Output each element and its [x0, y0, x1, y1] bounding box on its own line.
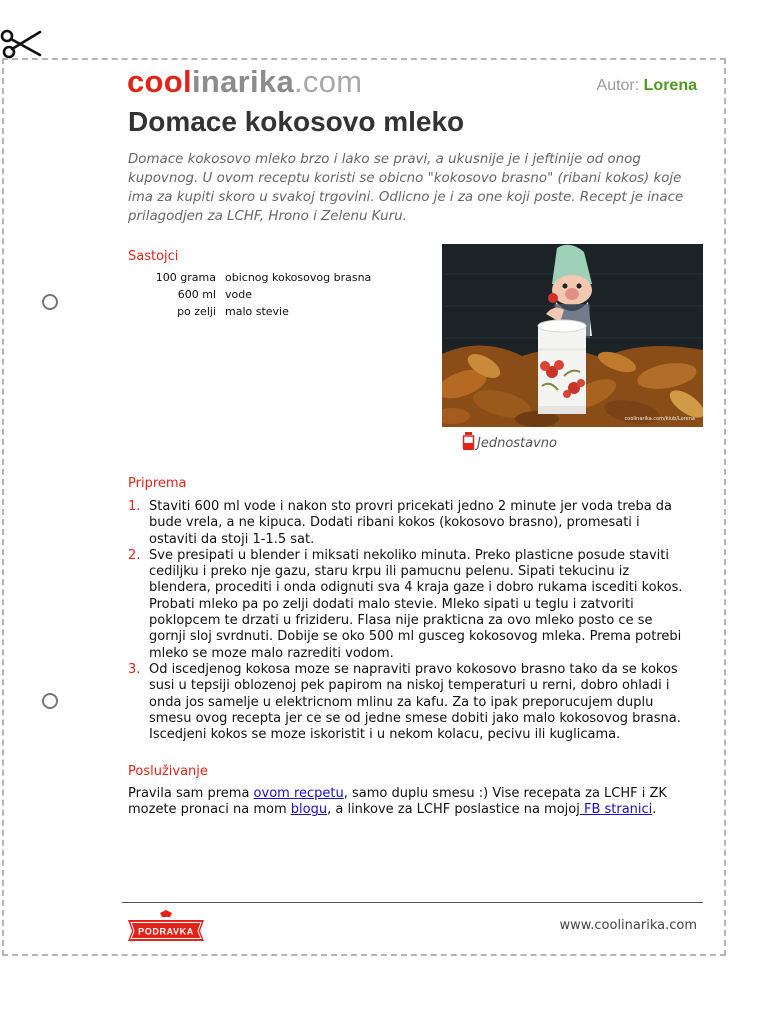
ingredient-row: [128, 305, 371, 322]
ingredient-qty: 100 grama: [155, 271, 216, 284]
ingredient-name: vode: [225, 288, 252, 301]
preparation-heading: Priprema: [128, 476, 187, 491]
difficulty-label: Jednostavno: [477, 436, 557, 451]
serving-text: Pravila sam prema ovom recpetu, samo duplu smesu :) Vise recepata za LCHF i ZK mozete pronaci na mom blogu, a linkove za LCHF poslastice na mojoj FB stranici.: [128, 786, 667, 818]
binder-hole-icon: [42, 693, 58, 709]
coolinarika-logo[interactable]: coolinarika.com: [127, 64, 363, 99]
step-number: 1.: [128, 499, 141, 514]
fb-page-link[interactable]: FB stranici: [579, 802, 653, 818]
svg-text:PODRAVKA: PODRAVKA: [138, 926, 194, 937]
podravka-logo[interactable]: [126, 910, 206, 942]
ingredient-qty: 600 ml: [177, 288, 216, 301]
site-url[interactable]: www.coolinarika.com: [559, 918, 697, 933]
ingredient-qty: po zelji: [177, 305, 216, 318]
ingredients-table: [128, 271, 371, 322]
step-text: Od iscedjenog kokosa moze se napraviti pravo kokosovo brasno tako da se kokos susi u tepsiji oblozenoj pek papirom na niskoj temperaturi u rerni, dobro ohladi i onda jos samelje u elektricnom mlinu za kafu. Za to ipak preporucujem duplu smesu ovog recepta jer ce se od jedne smese dobiti jako malo kokosovog brasna. Iscedjeni kokos se moze iskoristit i u nekom kolacu, pecivu ili kuglicama.: [149, 661, 681, 743]
original-recipe-link[interactable]: ovom recpetu: [253, 786, 344, 801]
step-item: [128, 548, 688, 662]
ingredient-name: malo stevie: [225, 305, 289, 318]
author-name[interactable]: Lorena: [643, 77, 697, 94]
preparation-steps: [128, 499, 688, 743]
blog-link[interactable]: blogu: [290, 802, 328, 818]
step-number: 3.: [128, 661, 141, 677]
photo-credit: coolinarika.com/klub/Lorena: [624, 416, 695, 422]
ingredient-name: obicnog kokosovog brasna: [225, 271, 372, 284]
serving-heading: Posluživanje: [128, 764, 208, 779]
jar-icon: [462, 432, 475, 450]
step-number: 2.: [128, 547, 141, 563]
recipe-photo: [442, 244, 703, 427]
difficulty-badge: [462, 432, 557, 451]
step-text: Staviti 600 ml vode i nakon sto provri pricekati jedno 2 minute jer voda treba da bude vrela, a ne kipuca. Dodati ribani kokos (kokosovo brasno), promesati i ostaviti da stoji 1-1.5 sat.: [149, 499, 673, 547]
recipe-title: Domace kokosovo mleko: [128, 106, 465, 137]
recipe-intro: Domace kokosovo mleko brzo i lako se pravi, a ukusnije je i jeftinije od onog kupovnog. U ovom receptu koristi se obicno "kokosovo brasno" (ribani kokos) koje ima za kupiti skoro u svakoj trgovini. Odlicno je i za one koji poste. Recept je inace prilagodjen za LCHF, Hrono i Zelenu Kuru.: [128, 152, 684, 224]
author-line: [597, 77, 697, 95]
ingredient-row: [128, 288, 371, 305]
step-item: [128, 662, 688, 743]
binder-hole-icon: [42, 294, 58, 310]
author-label: Autor:: [596, 77, 640, 94]
ingredient-row: [128, 271, 371, 288]
step-text: Sve presipati u blender i miksati nekoliko minuta. Preko plasticne posude staviti cediljku i preko nje gazu, staru krpu ili pamucnu pelenu. Sipati tekucinu iz blendera, procediti i onda odignuti sva 4 kraja gaze i dobro rukama iscediti kokos. Probati mleko pa po zelji dodati malo stevie. Mleko sipati u teglu i zatvoriti poklopcem te drzati u frizideru. Flasa nije prakticna za ovo mleko posto ce se gornji sloj svrdnuti. Dobije se oko 500 ml gusceg kokosovog mleka. Prema potrebi mleko se moze malo razrediti vodom.: [149, 547, 683, 661]
step-item: [128, 499, 688, 548]
footer-divider: [122, 902, 703, 903]
ingredients-heading: Sastojci: [128, 249, 179, 264]
